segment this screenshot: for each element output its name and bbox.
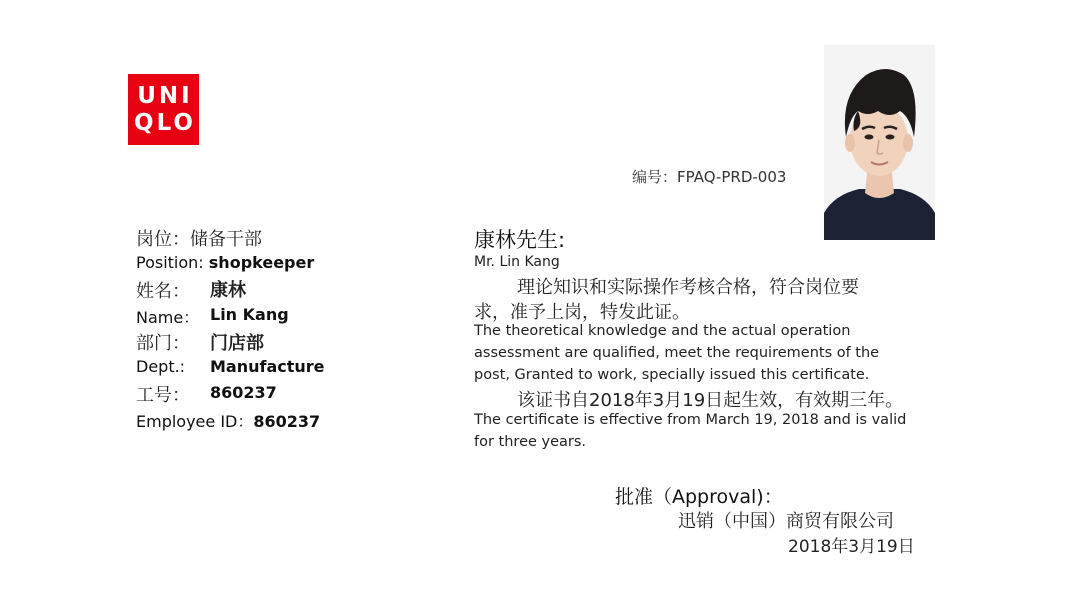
id-en-label: Employee ID：	[136, 412, 254, 431]
approving-company: 迅销（中国）商贸有限公司	[678, 511, 894, 532]
name-zh-label: 姓名：	[136, 281, 190, 302]
dept-en-label: Dept.:	[136, 357, 186, 376]
employee-id-en-row	[136, 409, 320, 432]
name-en-label: Name：	[136, 308, 200, 327]
approval-date: 2018年3月19日	[788, 537, 915, 557]
position-zh-label: 岗位：	[136, 229, 190, 250]
position-en-label: Position:	[136, 253, 204, 272]
para2-zh: 该证书自2018年3月19日起生效，有效期三年。	[517, 390, 904, 411]
id-zh-label: 工号：	[136, 385, 190, 406]
employee-photo	[824, 45, 935, 240]
position-zh-value: 储备干部	[190, 229, 262, 250]
uniqlo-logo	[128, 74, 199, 145]
dept-en-value: Manufacture	[210, 357, 325, 376]
position-en-value: shopkeeper	[208, 253, 315, 272]
certificate-number: 编号：FPAQ-PRD-003	[632, 168, 787, 186]
para1-en-line1: The theoretical knowledge and the actual operation	[474, 323, 851, 339]
logo-line-1: UNI	[137, 82, 193, 109]
salutation-en: Mr. Lin Kang	[474, 254, 560, 270]
para2-en-line1: The certificate is effective from March 19, 2018 and is valid	[474, 412, 907, 428]
para1-en-line2: assessment are qualified, meet the requirements of the	[474, 345, 880, 361]
name-en-value: Lin Kang	[210, 305, 289, 324]
id-en-value: 860237	[253, 412, 321, 431]
para2-en-line2: for three years.	[474, 434, 587, 450]
approval-label: 批准（Approval)：	[615, 486, 783, 508]
name-zh-value: 康林	[210, 280, 246, 301]
position-en-row	[136, 253, 314, 272]
position-zh-row	[136, 225, 262, 251]
logo-line-2: QLO	[134, 109, 196, 136]
portrait-illustration	[824, 45, 935, 240]
salutation-zh: 康林先生:	[474, 228, 566, 252]
dept-zh-value: 门店部	[210, 333, 264, 354]
dept-zh-label: 部门：	[136, 333, 190, 354]
para1-zh-line1: 理论知识和实际操作考核合格，符合岗位要	[517, 277, 859, 298]
para1-en-line3: post, Granted to work, specially issued this certificate.	[474, 367, 870, 383]
para1-zh-line2: 求，准予上岗，特发此证。	[474, 302, 690, 323]
id-zh-value: 860237	[210, 383, 277, 402]
